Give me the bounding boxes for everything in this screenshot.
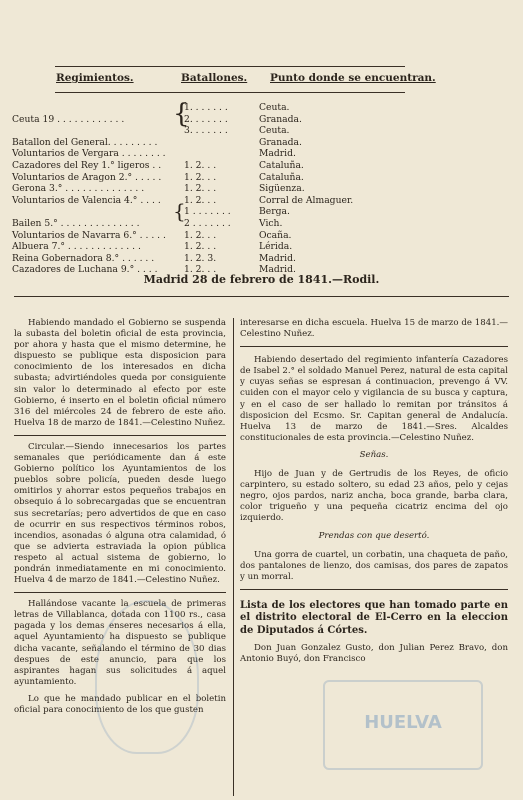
archive-seal-icon	[95, 600, 199, 754]
table-cell-pl: Vich.	[259, 218, 283, 229]
table-cell-bat: 1. 2. . .	[184, 264, 217, 276]
table-cell-bat: 1. 2. 3.	[184, 252, 217, 264]
table-cell-pl: Sigüenza.	[259, 183, 305, 195]
brace-bailen: {	[173, 199, 186, 223]
table-cell-bat: 1. . . . . . .	[184, 102, 228, 113]
table-cell-pl: Granada.	[259, 136, 302, 148]
table-cell-pl: Berga.	[259, 206, 290, 218]
table-cell-reg: Voluntarios de Aragon 2.° . . . . .	[12, 171, 162, 183]
brace-ceuta: {	[173, 99, 190, 129]
right-rule-1	[240, 346, 508, 347]
notice-subasta: Habiendo mandado el Gobierno se suspenda la subasta del boletin oficial de esta provincia, por ahora y hasta que el mismo determine, he dispuesto se publique esta disposicion para conocimiento de los interesados en dicha subasta; advirtiéndoles queda por consiguiente sin valor lo determinado al efecto por este Gobierno, é inserto en el boletin oficial número 316 del miércoles 24 de febrero de este año. Huelva 18 de marzo de 1841.—Celestino Nuñez.	[14, 318, 226, 428]
table-cell-bat: 2. . . . . . .	[184, 113, 228, 125]
table-cell-pl: Madrid.	[259, 264, 296, 276]
notice-publicar: Lo que he mandado publicar en el boletin oficial para conocimiento de los que gusten	[14, 693, 226, 715]
table-cell-pl: Madrid.	[259, 252, 296, 264]
desertor-clothing: Una gorra de cuartel, un corbatin, una chaqueta de paño, dos pantalones de lienzo, dos camisas, dos pares de zapatos y un morral.	[240, 549, 508, 582]
table-cell-pl: Cataluña.	[259, 171, 304, 183]
table-cell-bat: 1 . . . . . . .	[184, 206, 231, 218]
left-rule-2	[14, 592, 226, 593]
table-cell-reg: Cazadores de Luchana 9.° . . . .	[12, 264, 158, 276]
table-cell-bat: 2 . . . . . . .	[184, 218, 231, 229]
heading-lista-electores: Lista de los electores que han tomado parte en el distrito electoral de El-Cerro en la eleccion de Diputados á Córtes.	[240, 599, 508, 636]
heading-prendas: Prendas con que desertó.	[318, 530, 430, 541]
heading-senas: Señas.	[359, 449, 389, 460]
table-cell-reg: Albuera 7.° . . . . . . . . . . . . .	[12, 241, 141, 253]
table-cell-reg: Reina Gobernadora 8.° . . . . . .	[12, 252, 155, 264]
header-regimientos: Regimientos.	[56, 72, 134, 84]
table-cell-bat: 1. 2. . .	[184, 160, 217, 171]
table-cell-reg: Voluntarios de Navarra 6.° . . . . .	[12, 229, 166, 241]
table-cell-pl: Ocaña.	[259, 229, 292, 241]
notice-desertor: Habiendo desertado del regimiento infantería Cazadores de Isabel 2.° el soldado Manuel Perez, natural de esta capital y cuyas señas se espresan á continuacion, prevengo á VV. cuiden con el mayor celo y vigilancia de su busca y captura, y en el caso de ser hallado lo remitan por tránsitos á disposicion del Ecsmo. Sr. Capitan general de Andalucía. Huelva 13 de marzo de 1841.—Sres. Alcaldes constitucionales de esta provincia.—Celestino Nuñez.	[240, 355, 508, 443]
header-bottom-rule	[55, 92, 405, 93]
electores-names: Don Juan Gonzalez Gusto, don Julian Perez Bravo, don Antonio Buyó, don Francisco	[240, 643, 508, 665]
table-cell-pl: Granada.	[259, 113, 302, 125]
table-cell-bat: 1. 2. . .	[184, 241, 217, 253]
table-dateline: Madrid 28 de febrero de 1841.—Rodil.	[143, 273, 380, 286]
right-column	[240, 318, 508, 672]
right-rule-2	[240, 589, 508, 590]
table-cell-bat: 1. 2. . .	[184, 183, 217, 195]
table-cell-pl: Cataluña.	[259, 160, 304, 171]
table-cell-reg: Voluntarios de Valencia 4.° . . . .	[12, 194, 161, 206]
column-divider	[233, 318, 234, 796]
table-cell-bat: 1. 2. . .	[184, 171, 217, 183]
table-cell-pl: Madrid.	[259, 148, 296, 160]
table-cell-reg: Ceuta 19 . . . . . . . . . . . .	[12, 113, 125, 125]
table-cell-reg: Gerona 3.° . . . . . . . . . . . . . .	[12, 183, 145, 195]
table-cell-bat: 3. . . . . . .	[184, 125, 228, 137]
table-cell-pl: Ceuta.	[259, 125, 290, 137]
desertor-description: Hijo de Juan y de Gertrudis de los Reyes, de oficio carpintero, su estado soltero, su edad 23 años, pelo y cejas negro, ojos pardos, nariz ancha, boca grande, barba clara, color trigueño y una pequeña cicatriz encima del ojo izquierdo.	[240, 469, 508, 524]
notice-circular: Circular.—Siendo innecesarios los partes semanales que periódicamente dan á este Gobierno político los Ayuntamientos de los pueblos sobre policía, pueden desde luego omitirlos y ahorrar estos pequeños trabajos en obsequio á lo sobrecargadas que se encuentran sus secretarías; pero advertidos de que en caso de ocurrir en sus respectivos términos robos, incendios, asonadas ó alguna otra calamidad, ó que se advierta estraviada la opion pública respeto al actual sistema de gobierno, lo pondrán inmediatamente en mi conocimiento. Huelva 4 de marzo de 1841.—Celestino Nuñez.	[14, 441, 226, 586]
header-batallones: Batallones.	[181, 72, 248, 84]
notice-escuela-cont: interesarse en dicha escuela. Huelva 15 de marzo de 1841.—Celestino Nuñez.	[240, 318, 508, 340]
section-rule	[14, 296, 509, 297]
table-cell-bat: 1. 2. . .	[184, 229, 217, 241]
table-cell-reg: Voluntarios de Vergara . . . . . . . .	[12, 148, 166, 160]
table-cell-reg: Batallon del General. . . . . . . . .	[12, 136, 158, 148]
header-punto: Punto donde se encuentran.	[270, 72, 436, 84]
notice-escuela: Hallándose vacante la escuela de primeras letras de Villablanca, dotada con 1100 rs., casa pagada y los demas enseres necesarios á ella, aquel Ayuntamiento ha dispuesto se publique dicha vacante, señalando el término de 30 dias despues de este anuncio, para que los aspirantes hagan sus solicitudes á aquel ayuntamiento.	[14, 599, 226, 687]
top-rule	[55, 66, 405, 67]
table-cell-pl: Ceuta.	[259, 102, 290, 113]
archive-watermark: HUELVA	[323, 680, 483, 770]
table-cell-pl: Lérida.	[259, 241, 293, 253]
left-rule-1	[14, 435, 226, 436]
table-cell-reg: Bailen 5.° . . . . . . . . . . . . . .	[12, 218, 140, 229]
table-cell-pl: Corral de Almaguer.	[259, 194, 354, 206]
table-cell-bat: 1. 2. . .	[184, 194, 217, 206]
table-cell-reg: Cazadores del Rey 1.° ligeros . .	[12, 160, 162, 171]
